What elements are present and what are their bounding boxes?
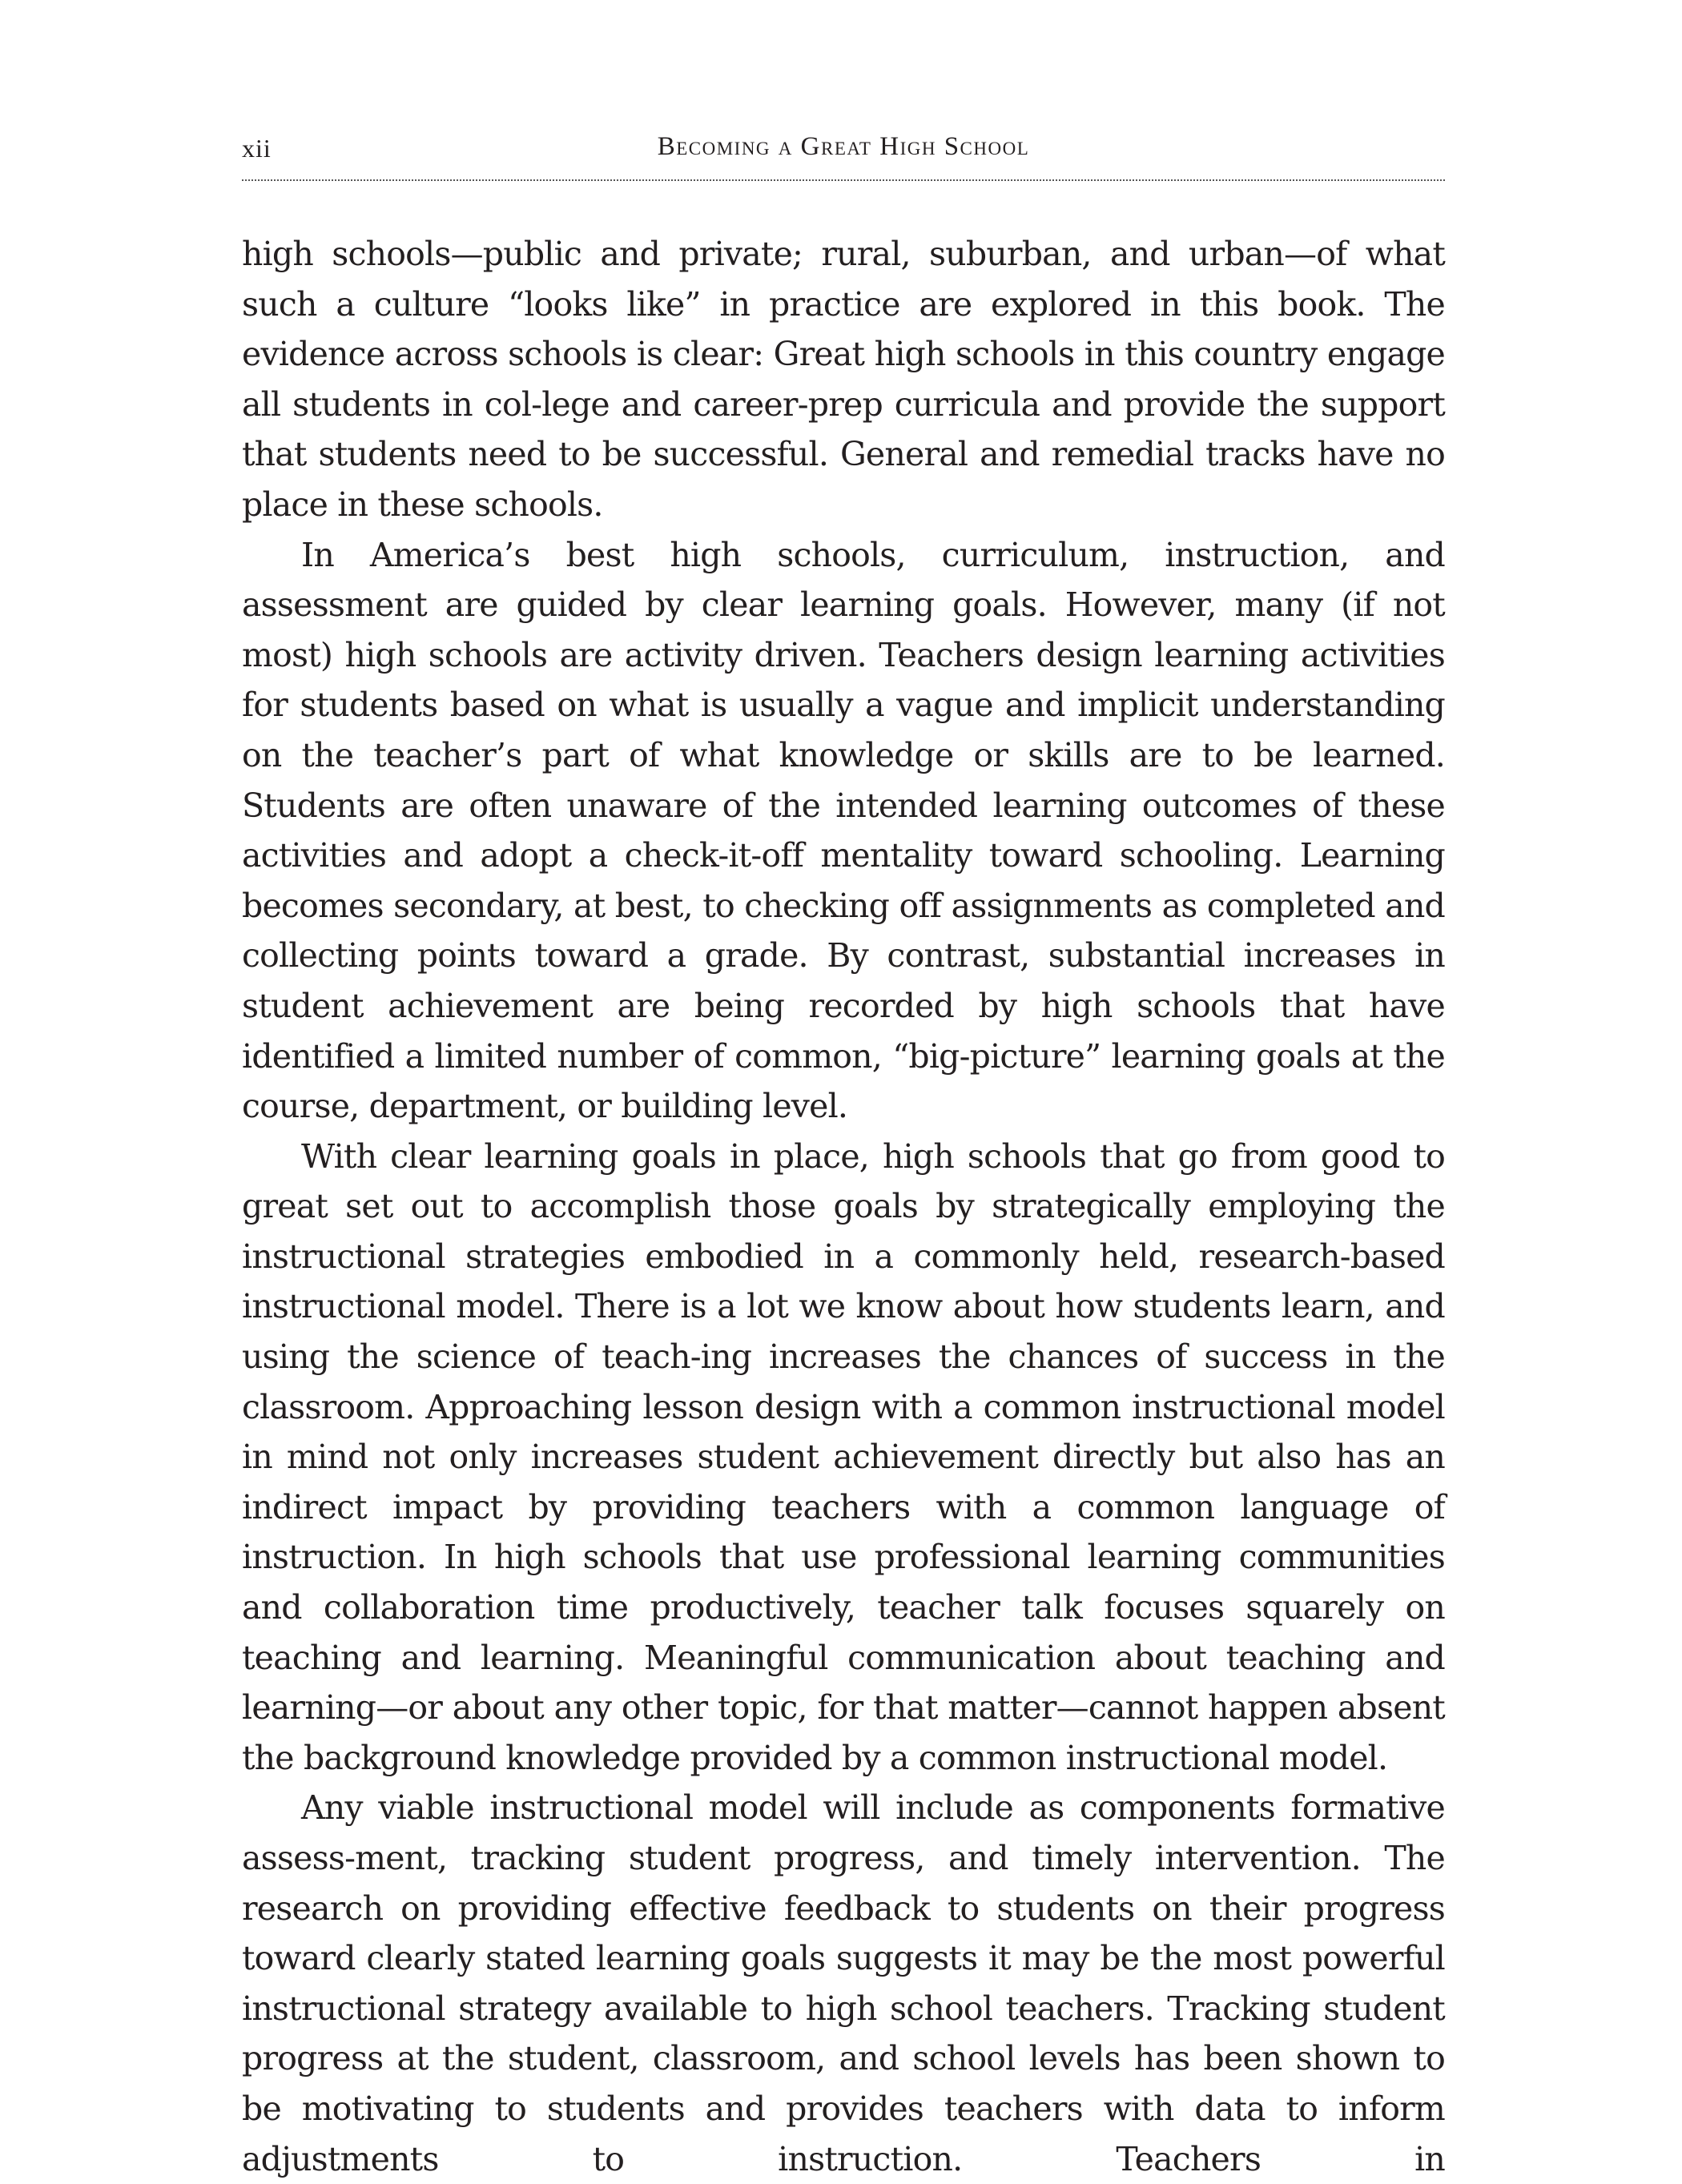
- paragraph: high schools—public and private; rural, suburban, and urban—of what such a culture “looks like” in practice are explored in this book. The evidence across schools is clear: Great high schools in this country engage all students in col-lege and career-prep curricula and provide the support that students need to be successful. General and remedial tracks have no place in these schools.: [242, 235, 1445, 524]
- body-text: [242, 229, 1445, 2184]
- paragraph: With clear learning goals in place, high schools that go from good to great set out to accomplish those goals by strategically employing the instructional strategies embodied in a commonly held, research-based instructional model. There is a lot we know about how students learn, and using the science of teach-ing increases the chances of success in the classroom. Approaching lesson design with a common instructional model in mind not only increases student achievement directly but also has an indirect impact by providing teachers with a common language of instruction. In high schools that use professional learning communities and collaboration time productively, teacher talk focuses squarely on teaching and learning. Meaningful communication about teaching and learning—or about any other topic, for that matter—cannot happen absent the background knowledge provided by a common instructional model.: [242, 1136, 1445, 1777]
- paragraph: In America’s best high schools, curriculum, instruction, and assessment are guided by clear learning goals. However, many (if not most) high schools are activity driven. Teachers design learning activities for students based on what is usually a vague and implicit understanding on the teacher’s part of what knowledge or skills are to be learned. Students are often unaware of the intended learning outcomes of these activities and adopt a check-it-off mentality toward schooling. Learning becomes secondary, at best, to checking off assignments as completed and collecting points toward a grade. By contrast, substantial increases in student achievement are being recorded by high schools that have identified a limited number of common, “big-picture” learning goals at the course, department, or building level.: [242, 535, 1445, 1126]
- running-head: [242, 132, 1445, 172]
- header-rule: [242, 179, 1445, 181]
- running-head-title: Becoming a Great High School: [657, 132, 1030, 161]
- page-number: xii: [242, 134, 272, 163]
- paragraph: Any viable instructional model will include as components formative assess-ment, tracking student progress, and timely intervention. The research on providing effective feedback to students on their progress toward clearly stated learning goals suggests it may be the most powerful instructional strategy available to high school teachers. Tracking student progress at the student, classroom, and school levels has been shown to be motivating to students and provides teachers with data to inform adjustments to instruction. Teachers in: [242, 1788, 1445, 2178]
